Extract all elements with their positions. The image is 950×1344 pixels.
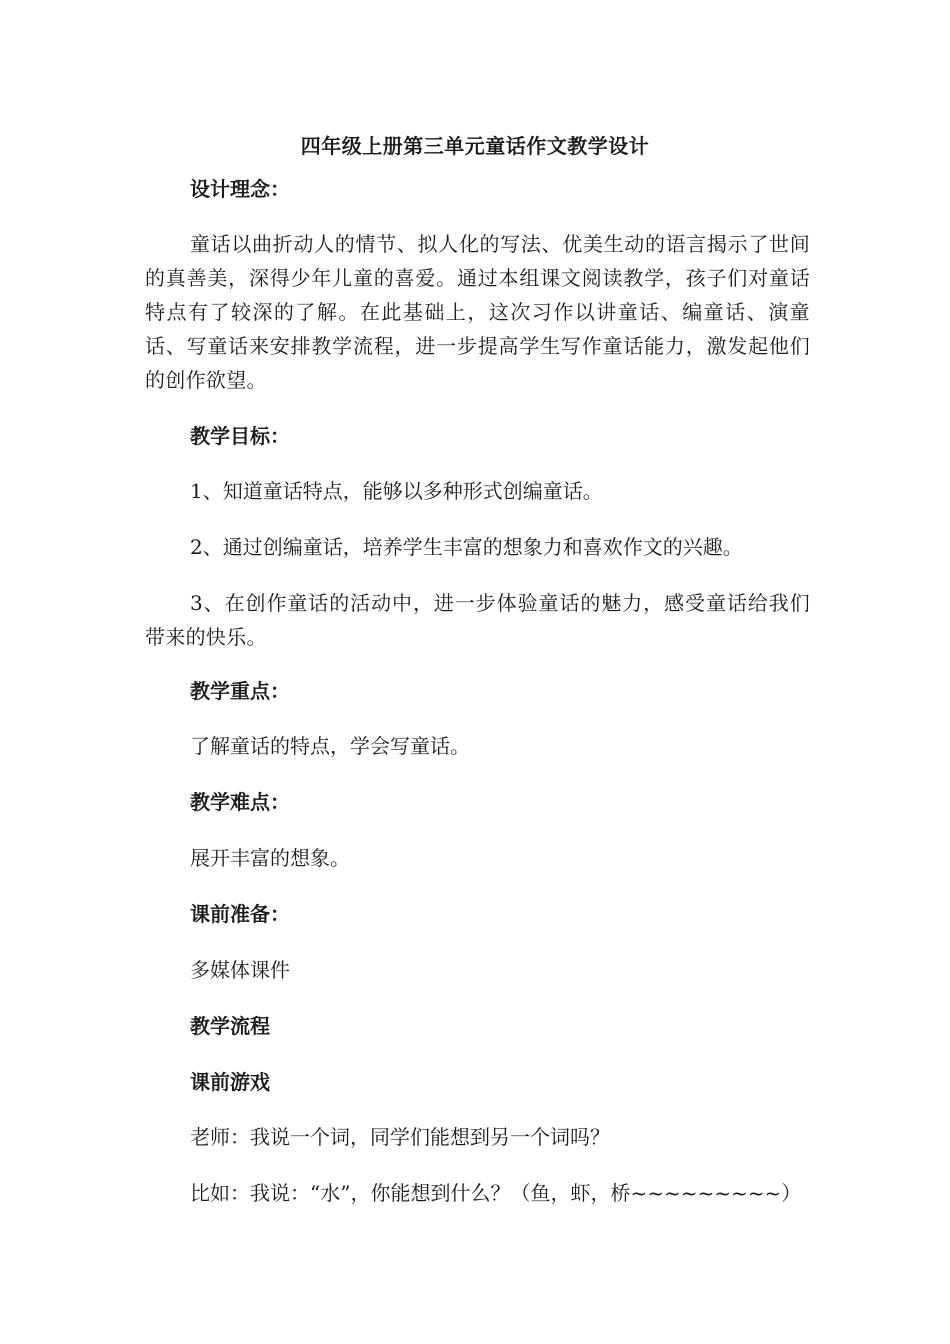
- goal-item-3: 3、在创作童话的活动中，进一步体验童话的魅力，感受童话给我们带来的快乐。: [145, 591, 810, 649]
- preparation-heading: 课前准备：: [190, 902, 290, 926]
- teaching-goals-heading: 教学目标：: [190, 424, 290, 448]
- design-concept-heading: 设计理念：: [190, 177, 290, 201]
- key-point-text: 了解童话的特点，学会写童话。: [190, 734, 470, 758]
- example-line: 比如：我说：“水”，你能想到什么？（鱼，虾，桥~~~~~~~~~）: [190, 1181, 802, 1205]
- goal-item-2: 2、通过创编童话，培养学生丰富的想象力和喜欢作文的兴趣。: [190, 535, 743, 559]
- difficulty-heading: 教学难点：: [190, 790, 290, 814]
- teacher-line: 老师：我说一个词，同学们能想到另一个词吗？: [190, 1125, 610, 1149]
- document-title: 四年级上册第三单元童话作文教学设计: [300, 134, 650, 158]
- key-point-heading: 教学重点：: [190, 679, 290, 703]
- pre-class-game-heading: 课前游戏: [190, 1070, 270, 1094]
- design-concept-paragraph: 童话以曲折动人的情节、拟人化的写法、优美生动的语言揭示了世间的真善美，深得少年儿童的喜爱。通过本组课文阅读教学，孩子们对童话特点有了较深的了解。在此基础上，这次习作以讲童话、编童话、演童话、写童话来安排教学流程，进一步提高学生写作童话能力，激发起他们的创作欲望。: [145, 232, 810, 392]
- process-heading: 教学流程: [190, 1014, 270, 1038]
- preparation-text: 多媒体课件: [190, 958, 290, 982]
- goal-item-1: 1、知道童话特点，能够以多种形式创编童话。: [190, 479, 603, 503]
- difficulty-text: 展开丰富的想象。: [190, 846, 350, 870]
